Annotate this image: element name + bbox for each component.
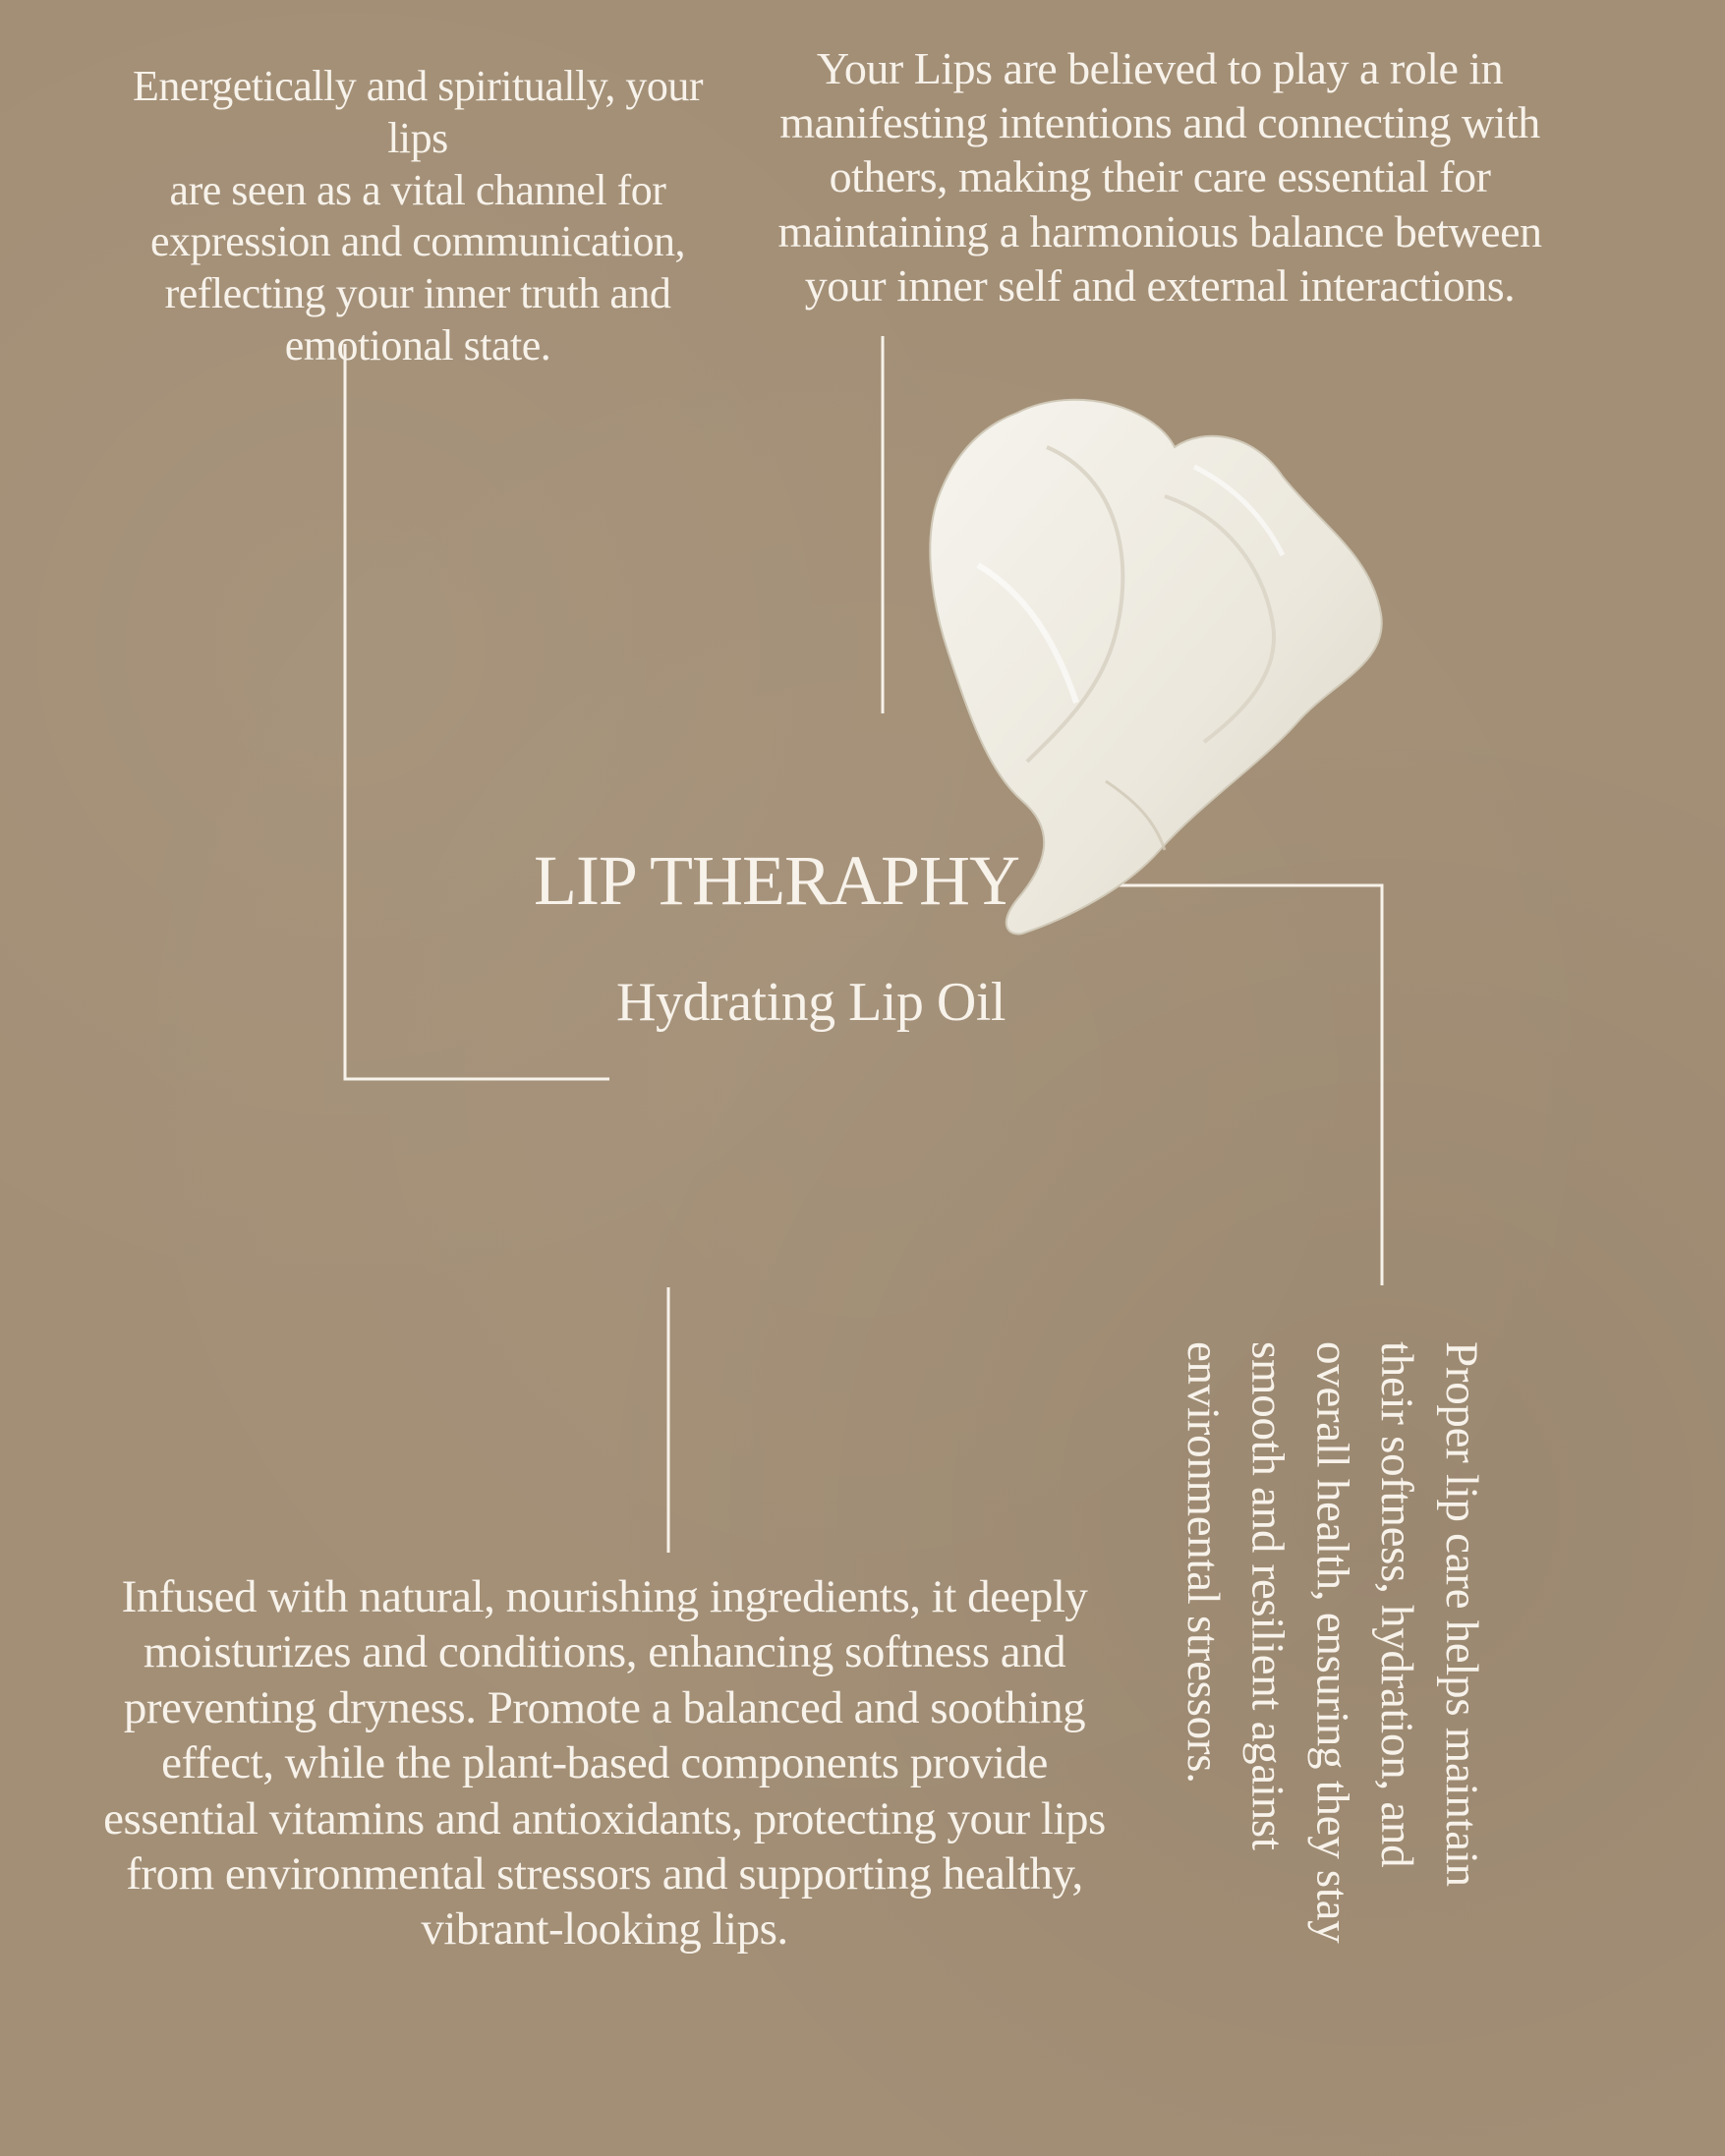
paragraph-top-right: Your Lips are believed to play a role in manifesting intentions and connecting with others, making their care essential for maintaining a harmonious balance between your inner self and external interactions. (777, 43, 1542, 311)
paragraph-top-left: Energetically and spiritually, your lips are seen as a vital channel for expression and communication, reflecting your inner truth and emotional state. (132, 62, 703, 369)
paragraph-bottom: Infused with natural, nourishing ingredients, it deeply moisturizes and conditions, enhancing softness and preventing dryness. Promote a balanced and soothing effect, while the plant-based components provide essential vitamins and antioxidants, protecting your lips from environmental stressors and supporting healthy, vibrant-looking lips. (103, 1571, 1106, 1956)
connector-line-right (1116, 885, 1382, 1285)
product-title: LIP THERAPHY (533, 841, 1020, 920)
product-subtitle: Hydrating Lip Oil (616, 972, 1006, 1033)
connector-line-left (345, 344, 609, 1079)
vertical-text-container (1170, 1341, 1519, 1990)
paragraph-vertical: Proper lip care helps maintain their softness, hydration, and overall health, ensuring they stay smooth and resilient against environmental stressors. (1177, 1341, 1487, 1944)
